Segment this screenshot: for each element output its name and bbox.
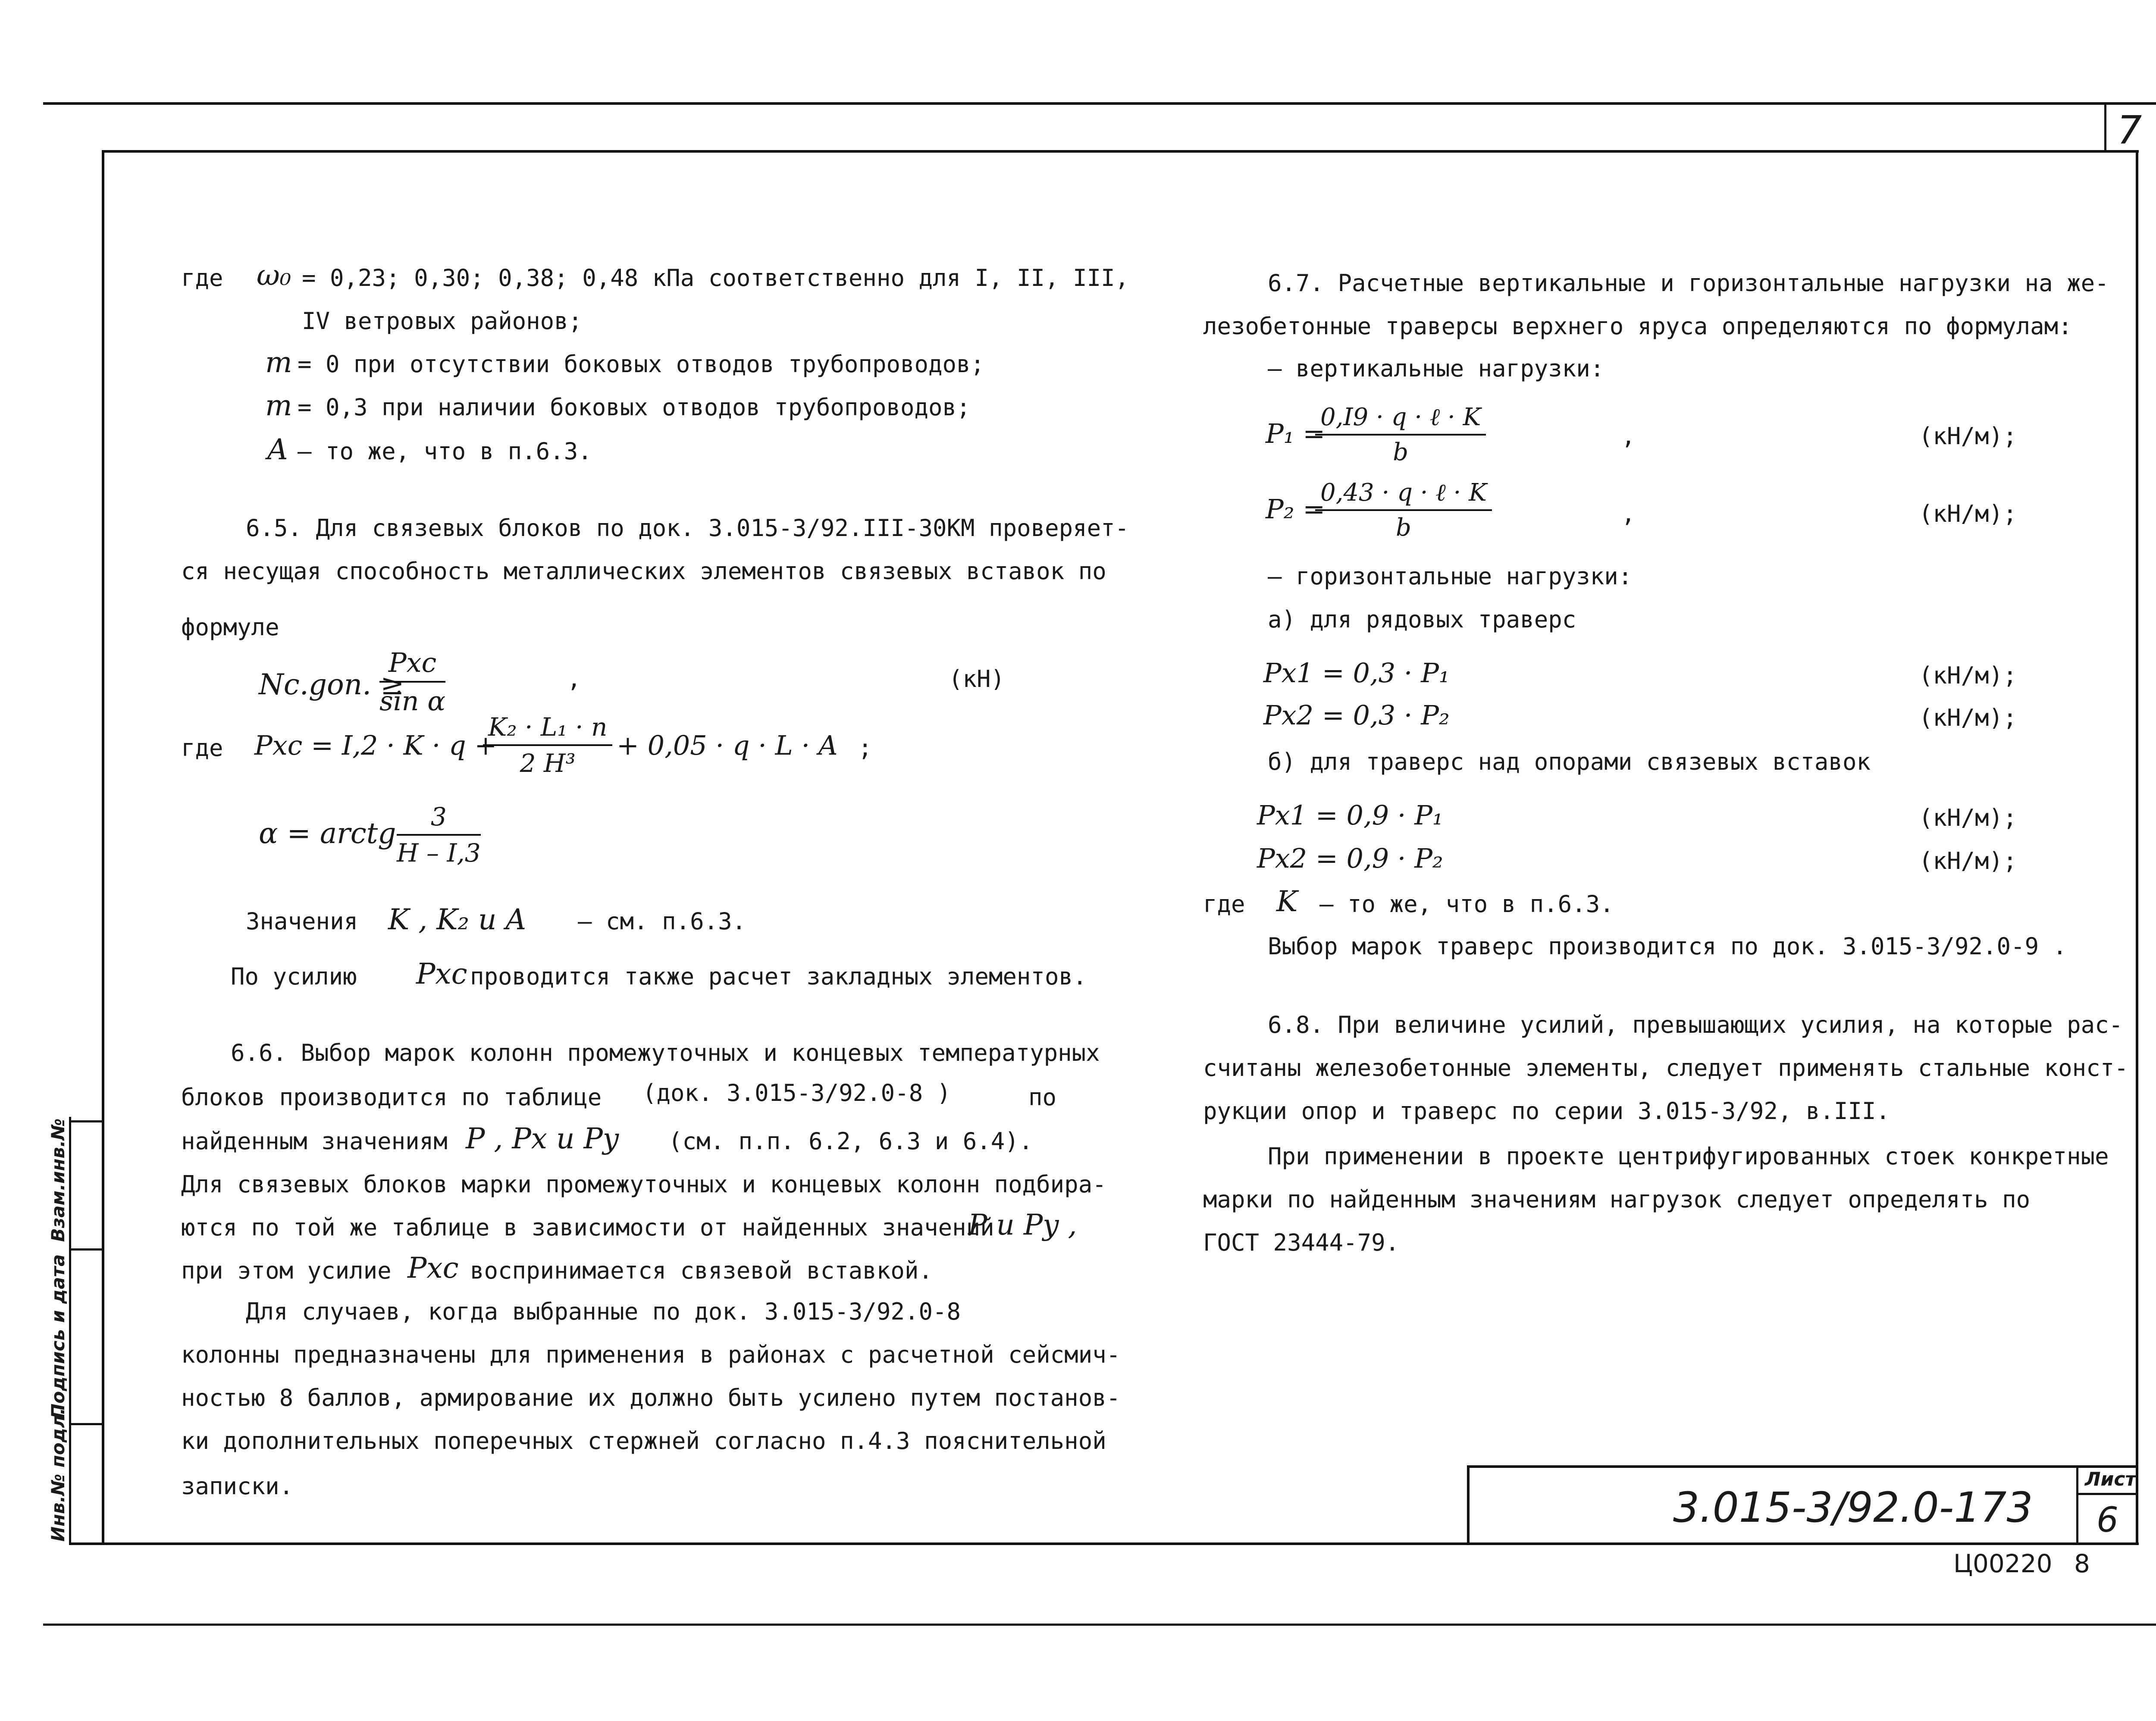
sidebar-replace-inv: Взам.инв.№	[47, 1118, 69, 1242]
formula-px2-b: Px2 = 0,9 · P₂	[1257, 843, 1443, 874]
frame-top-line	[103, 150, 2139, 153]
para-6-6-line-8: колонны предназначены для применения в районах с расчетной сейсмич-	[181, 1341, 1121, 1368]
formula-n-denominator: sin α	[379, 685, 446, 717]
formula-n-fraction	[379, 647, 445, 717]
para-6-6-line-9: ностью 8 баллов, армирование их должно быть усилено путем постанов-	[181, 1384, 1121, 1411]
formula-px1-b: Px1 = 0,9 · P₁	[1257, 799, 1443, 831]
k-same-text: – то же, что в п.6.3.	[1319, 890, 1614, 918]
archive-stamp: Ц00220	[1953, 1549, 2053, 1578]
formula-p2-comma: ,	[1621, 500, 1636, 527]
para-6-7-line-2: лезобетонные траверсы верхнего яруса определяются по формулам:	[1203, 313, 2072, 340]
frame-right-line	[2136, 150, 2138, 1545]
values-reference: – см. п.6.3.	[578, 908, 746, 935]
horizontal-loads-heading: – горизонтальные нагрузки:	[1268, 563, 1633, 590]
para-6-6-line-2a: блоков производится по таблице	[181, 1084, 602, 1111]
sidebar-divider-3	[69, 1423, 103, 1425]
omega-symbol: ω₀	[257, 259, 291, 292]
m-symbol-1: m	[265, 346, 292, 379]
where-label-3: где	[1203, 890, 1245, 918]
para-6-6-line-2c: по	[1028, 1084, 1057, 1111]
para-6-6-line-5a: ются по той же таблице в зависимости от найденных значений	[181, 1214, 994, 1241]
formula-px2-a: Px2 = 0,3 · P₂	[1263, 699, 1450, 731]
formula-pxc-fraction	[483, 712, 612, 778]
formula-px1-b-unit: (кН/м);	[1919, 804, 2017, 831]
para-6-6-line-6a: при этом усилие	[181, 1257, 392, 1284]
a-same-line: – то же, что в п.6.3.	[298, 438, 592, 465]
effort-text: проводится также расчет закладных элементов.	[470, 963, 1087, 990]
sidebar-sign-date: Подпись и дата	[47, 1254, 69, 1419]
ordinary-traverses-heading: а) для рядовых траверс	[1268, 606, 1576, 633]
para-6-6-line-7: Для случаев, когда выбранные по док. 3.015-3/92.0-8	[246, 1298, 961, 1325]
formula-p2-fraction	[1315, 479, 1492, 542]
para-6-6-line-3a: найденным значениям	[181, 1128, 448, 1155]
bottom-outer-line	[43, 1624, 2156, 1626]
titleblock-top	[1468, 1465, 2137, 1468]
para-6-6-line-1: 6.6. Выбор марок колонн промежуточных и концевых температурных	[231, 1039, 1100, 1066]
para-6-6-line-3b: P , Px и Py	[466, 1122, 619, 1155]
m-03-line: = 0,3 при наличии боковых отводов трубопроводов;	[298, 394, 971, 421]
titleblock-sheet-divider	[2076, 1465, 2078, 1545]
formula-n-comma: ,	[567, 665, 581, 693]
document-code: 3.015-3/92.0-173	[1673, 1483, 2033, 1532]
formula-p2-numerator: 0,43 · q · ℓ · K	[1315, 479, 1492, 511]
wind-pressure-line: = 0,23; 0,30; 0,38; 0,48 кПа соответственно для I, II, III,	[302, 264, 1129, 292]
para-6-8-line-5: марки по найденным значениям нагрузок следует определять по	[1203, 1186, 2031, 1213]
vertical-loads-heading: – вертикальные нагрузки:	[1268, 355, 1604, 382]
frame-bottom-line	[69, 1542, 2139, 1545]
corner-box-left	[2104, 103, 2106, 151]
formula-p2-denominator: b	[1396, 514, 1411, 542]
para-6-6-line-4: Для связевых блоков марки промежуточных и концевых колонн подбира-	[181, 1171, 1106, 1198]
sheet-label: Лист	[2085, 1468, 2136, 1490]
where-label-1: где	[181, 264, 223, 292]
traverse-choice-text: Выбор марок траверс производится по док. 3.015-3/92.0-9 .	[1268, 933, 2067, 960]
formula-p1-denominator: b	[1393, 438, 1409, 466]
formula-p1-comma: ,	[1621, 423, 1636, 450]
values-symbols: K , K₂ и A	[388, 903, 526, 936]
para-6-5-line-3: формуле	[181, 614, 279, 641]
effort-label: По усилию	[231, 963, 357, 990]
sheet-number: 6	[2096, 1500, 2118, 1540]
para-6-6-line-3c: (см. п.п. 6.2, 6.3 и 6.4).	[668, 1128, 1033, 1155]
formula-n-lhs: Nc.gon. ≥	[259, 668, 404, 701]
brace-traverses-heading: б) для траверс над опорами связевых вставок	[1268, 748, 1871, 775]
para-6-8-line-2: считаны железобетонные элементы, следует применять стальные конст-	[1203, 1054, 2128, 1082]
para-6-8-line-3: рукции опор и траверс по серии 3.015-3/92, в.III.	[1203, 1097, 1890, 1125]
k-symbol: K	[1276, 885, 1298, 918]
para-6-8-line-6: ГОСТ 23444-79.	[1203, 1229, 1400, 1256]
formula-n-unit: (кН)	[949, 665, 1005, 693]
formula-px1-a: Px1 = 0,3 · P₁	[1263, 657, 1450, 689]
effort-symbol: Pxc	[416, 957, 467, 991]
formula-pxc-denominator: 2 H³	[520, 749, 576, 778]
sidebar-divider-2	[69, 1248, 103, 1251]
formula-pxc-numerator: K₂ · L₁ · n	[483, 712, 612, 746]
formula-p1-fraction	[1315, 403, 1486, 466]
titleblock-sheet-line	[2076, 1493, 2137, 1495]
formula-n-numerator: Pxc	[379, 647, 445, 683]
corner-page-number: 7	[2117, 108, 2142, 153]
wind-regions-line: IV ветровых районов;	[302, 307, 583, 335]
formula-alpha-denominator: H – I,3	[397, 838, 481, 868]
formula-alpha-numerator: 3	[397, 802, 481, 836]
values-label: Значения	[246, 908, 358, 935]
formula-px2-b-unit: (кН/м);	[1919, 847, 2017, 875]
para-6-6-line-2b: (док. 3.015-3/92.0-8 )	[642, 1079, 951, 1107]
formula-alpha-lhs: α = arctg	[259, 817, 396, 850]
titleblock-left	[1467, 1465, 1470, 1545]
formula-p2-unit: (кН/м);	[1919, 500, 2017, 527]
formula-pxc-rest: + 0,05 · q · L · A	[617, 730, 838, 761]
where-label-2: где	[181, 734, 223, 762]
archive-copy: 8	[2074, 1549, 2090, 1578]
formula-px2-a-unit: (кН/м);	[1919, 704, 2017, 731]
formula-pxc-semicolon: ;	[858, 734, 872, 762]
a-symbol-1: A	[267, 433, 288, 466]
formula-pxc-lhs: Pxc = I,2 · K · q +	[254, 730, 497, 761]
para-6-6-line-6b: Pxc	[407, 1251, 459, 1285]
para-6-6-line-10: ки дополнительных поперечных стержней согласно п.4.3 пояснительной	[181, 1427, 1106, 1455]
para-6-5-line-1: 6.5. Для связевых блоков по док. 3.015-3/92.III-30КМ проверяет-	[246, 514, 1129, 542]
para-6-6-line-6c: воспринимается связевой вставкой.	[470, 1257, 933, 1284]
formula-alpha-fraction	[397, 802, 481, 868]
formula-p1-numerator: 0,I9 · q · ℓ · K	[1315, 403, 1486, 436]
para-6-8-line-1: 6.8. При величине усилий, превышающих усилия, на которые рас-	[1268, 1011, 2123, 1038]
frame-left-line	[102, 150, 104, 1545]
m-zero-line: = 0 при отсутствии боковых отводов трубопроводов;	[298, 351, 985, 378]
sidebar-inv-no: Инв.№ подл.	[47, 1408, 69, 1542]
para-6-6-line-11: записки.	[181, 1473, 294, 1500]
para-6-6-line-5b: P и Py ,	[968, 1208, 1077, 1241]
formula-p1-unit: (кН/м);	[1919, 423, 2017, 450]
m-symbol-2: m	[265, 389, 292, 422]
sidebar-divider-1	[69, 1120, 103, 1122]
sidebar-line-1	[69, 1117, 71, 1544]
formula-p2-lhs: P₂ =	[1266, 493, 1326, 525]
formula-px1-a-unit: (кН/м);	[1919, 662, 2017, 689]
para-6-5-line-2: ся несущая способность металлических элементов связевых вставок по	[181, 558, 1106, 585]
top-outer-line	[43, 102, 2156, 105]
para-6-7-line-1: 6.7. Расчетные вертикальные и горизонтальные нагрузки на же-	[1268, 270, 2109, 297]
formula-p1-lhs: P₁ =	[1266, 418, 1326, 449]
para-6-8-line-4: При применении в проекте центрифугированных стоек конкретные	[1268, 1143, 2109, 1170]
